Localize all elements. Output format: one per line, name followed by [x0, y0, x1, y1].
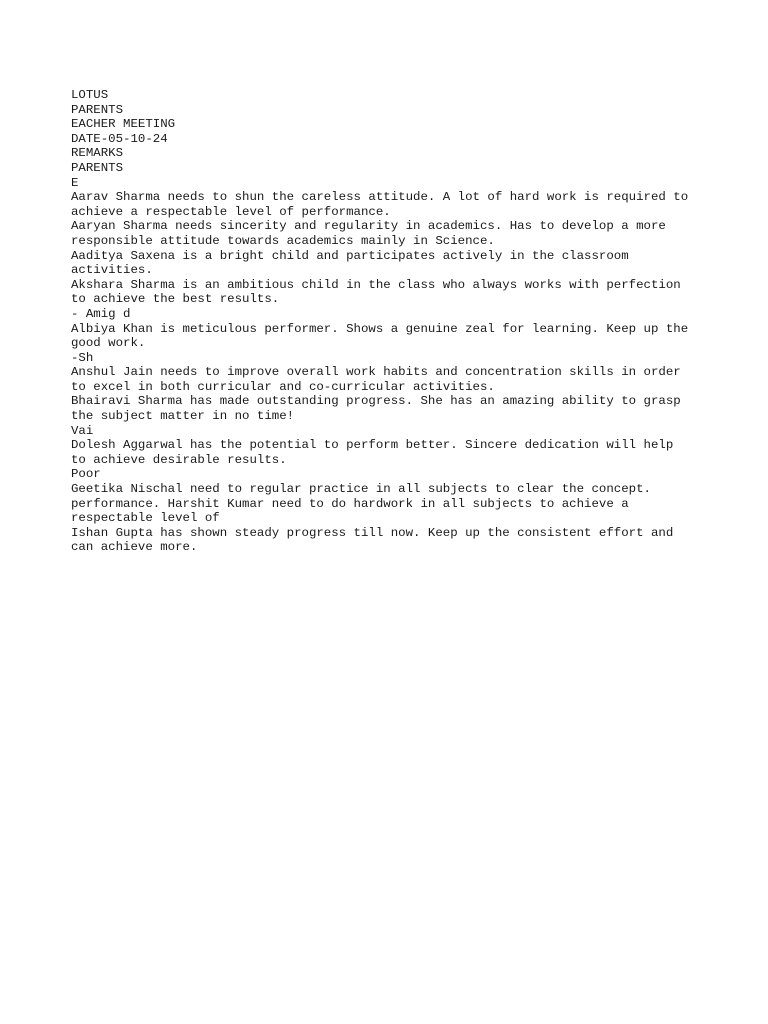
remark-line: Anshul Jain needs to improve overall work habits and concentration skills in order: [71, 365, 681, 380]
remark-line: Albiya Khan is meticulous performer. Shows a genuine zeal for learning. Keep up the: [71, 321, 689, 336]
heading-line-meeting: EACHER MEETING: [71, 117, 176, 132]
stray-text-line: E: [71, 175, 79, 190]
document-text-block: [71, 88, 711, 555]
heading-line-remarks: REMARKS: [71, 146, 124, 161]
remark-line: Geetika Nischal need to regular practice in all subjects to clear the concept.: [71, 482, 651, 497]
remark-line: good work.: [71, 336, 146, 351]
remark-line: activities.: [71, 263, 153, 278]
heading-line-parents-2: PARENTS: [71, 160, 124, 175]
remark-line: Akshara Sharma is an ambitious child in the class who always works with perfection: [71, 277, 681, 292]
remark-line: to achieve the best results.: [71, 292, 280, 307]
remark-line: to achieve desirable results.: [71, 452, 287, 467]
remark-line: Dolesh Aggarwal has the potential to perform better. Sincere dedication will help: [71, 438, 674, 453]
signature-text-line: Vai: [71, 423, 94, 438]
remark-line: Aaditya Saxena is a bright child and participates actively in the classroom: [71, 248, 629, 263]
remark-line: performance. Harshit Kumar need to do hardwork in all subjects to achieve a: [71, 496, 629, 511]
meeting-date-line: DATE-05-10-24: [71, 131, 168, 146]
remark-line: respectable level of: [71, 511, 220, 526]
remark-line: Bhairavi Sharma has made outstanding progress. She has an amazing ability to grasp: [71, 394, 681, 409]
remark-line: responsible attitude towards academics mainly in Science.: [71, 233, 495, 248]
signature-text-line: - Amig d: [71, 306, 131, 321]
remark-line: can achieve more.: [71, 540, 198, 555]
signature-text-line: -Sh: [71, 350, 94, 365]
remark-line: to excel in both curricular and co-curricular activities.: [71, 379, 495, 394]
remark-line: Aarav Sharma needs to shun the careless attitude. A lot of hard work is required to: [71, 190, 689, 205]
remark-line: achieve a respectable level of performance.: [71, 204, 391, 219]
remark-line: the subject matter in no time!: [71, 409, 295, 424]
remark-line: Ishan Gupta has shown steady progress till now. Keep up the consistent effort and: [71, 525, 674, 540]
signature-text-line: Poor: [71, 467, 101, 482]
remark-line: Aaryan Sharma needs sincerity and regularity in academics. Has to develop a more: [71, 219, 666, 234]
heading-line-parents: PARENTS: [71, 102, 124, 117]
school-name-line: LOTUS: [71, 88, 109, 102]
